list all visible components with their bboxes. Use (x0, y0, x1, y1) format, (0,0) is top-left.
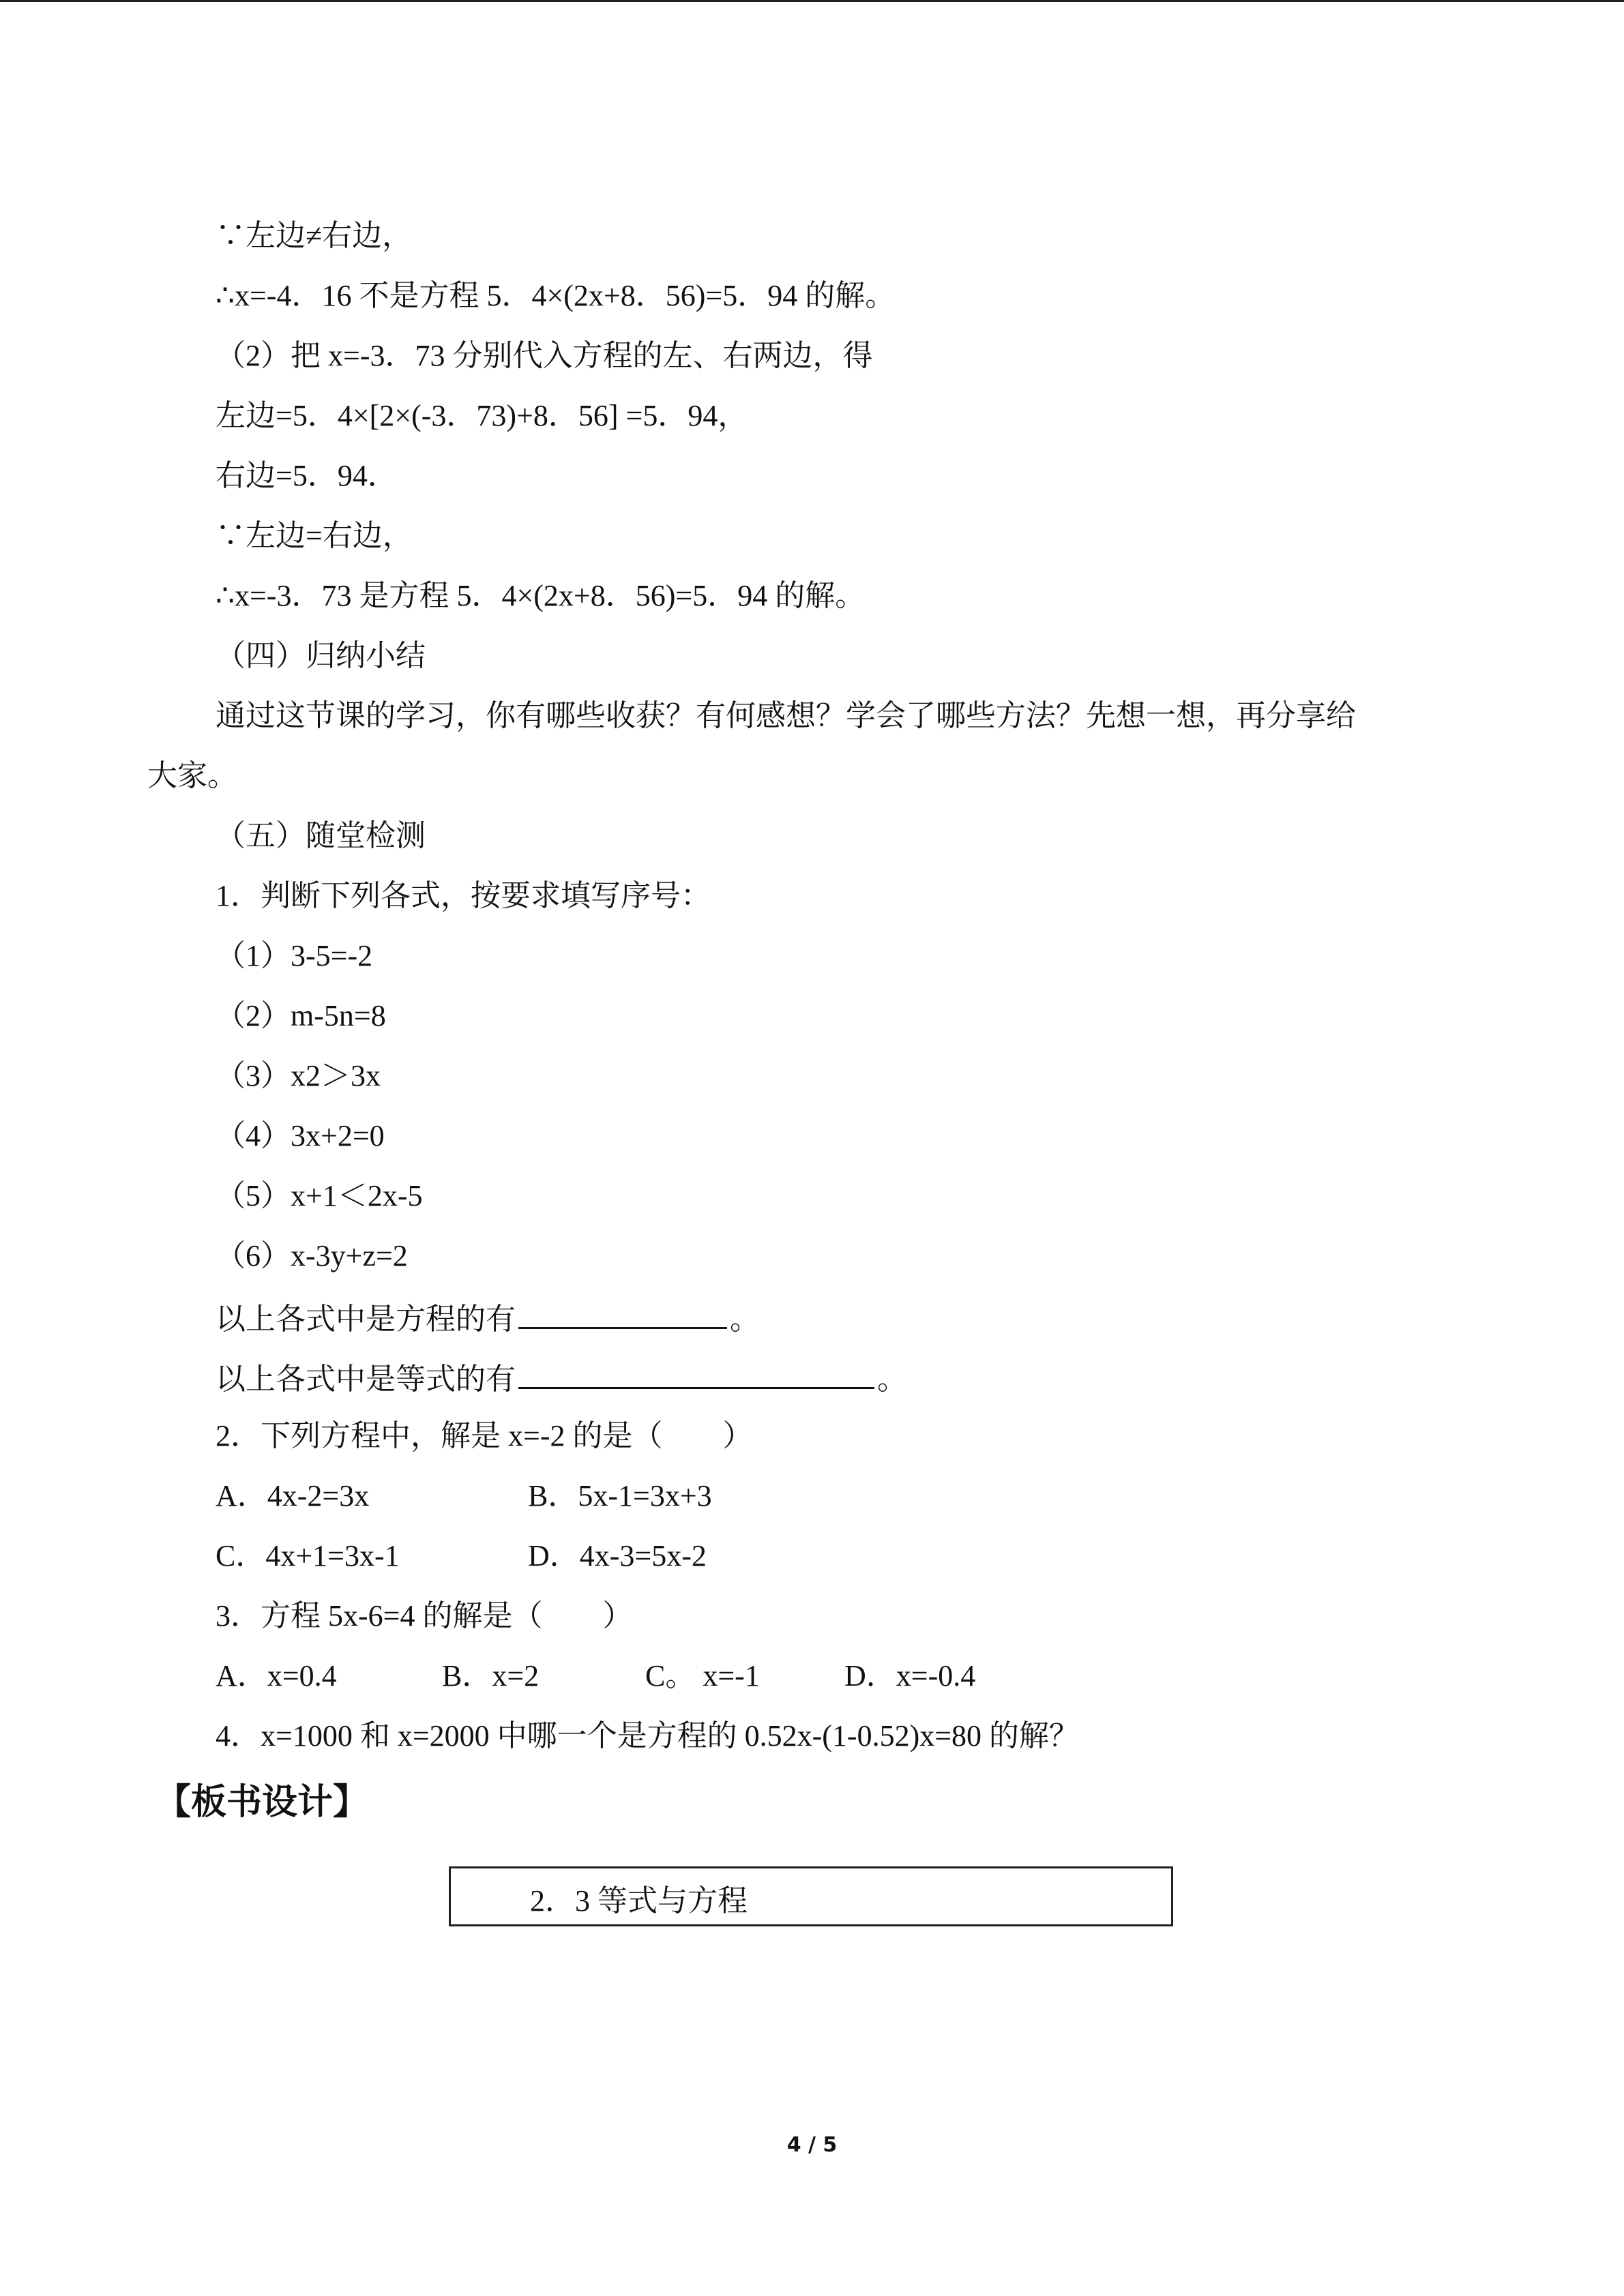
board-title: 2．3 等式与方程 (530, 1884, 748, 1918)
text-line: ∴x=-4．16 不是方程 5．4×(2x+8．56)=5．94 的解。 (216, 279, 896, 312)
option-b: B．5x-1=3x+3 (528, 1479, 712, 1512)
fill-blank-equations (216, 1296, 760, 1340)
section-title: （四）归纳小结 (216, 639, 426, 672)
option-d: D．x=-0.4 (844, 1659, 976, 1693)
question-stem: 3．方程 5x-6=4 的解是（ ） (216, 1599, 633, 1632)
text-line: 左边=5．4×[2×(-3．73)+8．56] =5．94， (216, 399, 748, 432)
option-c: C．4x+1=3x-1 (216, 1539, 400, 1572)
answer-blank[interactable] (518, 1356, 874, 1389)
list-item: （1）3-5=-2 (216, 939, 373, 972)
fill-end: 。 (877, 1362, 907, 1396)
fill-end: 。 (730, 1302, 760, 1336)
list-item: （5）x+1＜2x-5 (216, 1179, 423, 1212)
section-heading: 【板书设计】 (156, 1782, 369, 1823)
option-b: B．x=2 (442, 1659, 540, 1693)
question-stem: 2．下列方程中，解是 x=-2 的是（ ） (216, 1419, 753, 1452)
question-stem: 4．x=1000 和 x=2000 中哪一个是方程的 0.52x-(1-0.52)x=80 的解？ (216, 1719, 1080, 1753)
option-a: A．4x-2=3x (216, 1479, 370, 1512)
fill-label: 以上各式中是方程的有 (216, 1302, 516, 1336)
text-line: 右边=5．94． (216, 459, 398, 492)
paragraph-line: 大家。 (147, 759, 237, 792)
page-number: 4 / 5 (786, 2133, 838, 2157)
list-item: （2）m-5n=8 (216, 999, 386, 1032)
text-line: ∵左边≠右边， (216, 219, 413, 252)
top-border (0, 0, 1624, 2)
fill-label: 以上各式中是等式的有 (216, 1362, 516, 1396)
section-title: （五）随堂检测 (216, 819, 426, 852)
list-item: （3）x2＞3x (216, 1059, 381, 1092)
list-item: （6）x-3y+z=2 (216, 1239, 408, 1272)
fill-blank-identities (216, 1356, 907, 1400)
option-d: D．4x-3=5x-2 (528, 1539, 707, 1572)
option-c: C。 x=-1 (645, 1659, 760, 1693)
option-a: A．x=0.4 (216, 1659, 337, 1693)
text-line: ∴x=-3．73 是方程 5．4×(2x+8．56)=5．94 的解。 (216, 579, 866, 612)
text-line: ∵左边=右边， (216, 519, 413, 552)
paragraph-line: 通过这节课的学习，你有哪些收获？有何感想？学会了哪些方法？先想一想，再分享给 (216, 699, 1356, 732)
answer-blank[interactable] (518, 1296, 727, 1329)
question-stem: 1．判断下列各式，按要求填写序号： (216, 879, 711, 912)
board-design-box (449, 1866, 1173, 1926)
text-line: （2）把 x=-3．73 分别代入方程的左、右两边，得 (216, 339, 873, 372)
list-item: （4）3x+2=0 (216, 1119, 385, 1152)
